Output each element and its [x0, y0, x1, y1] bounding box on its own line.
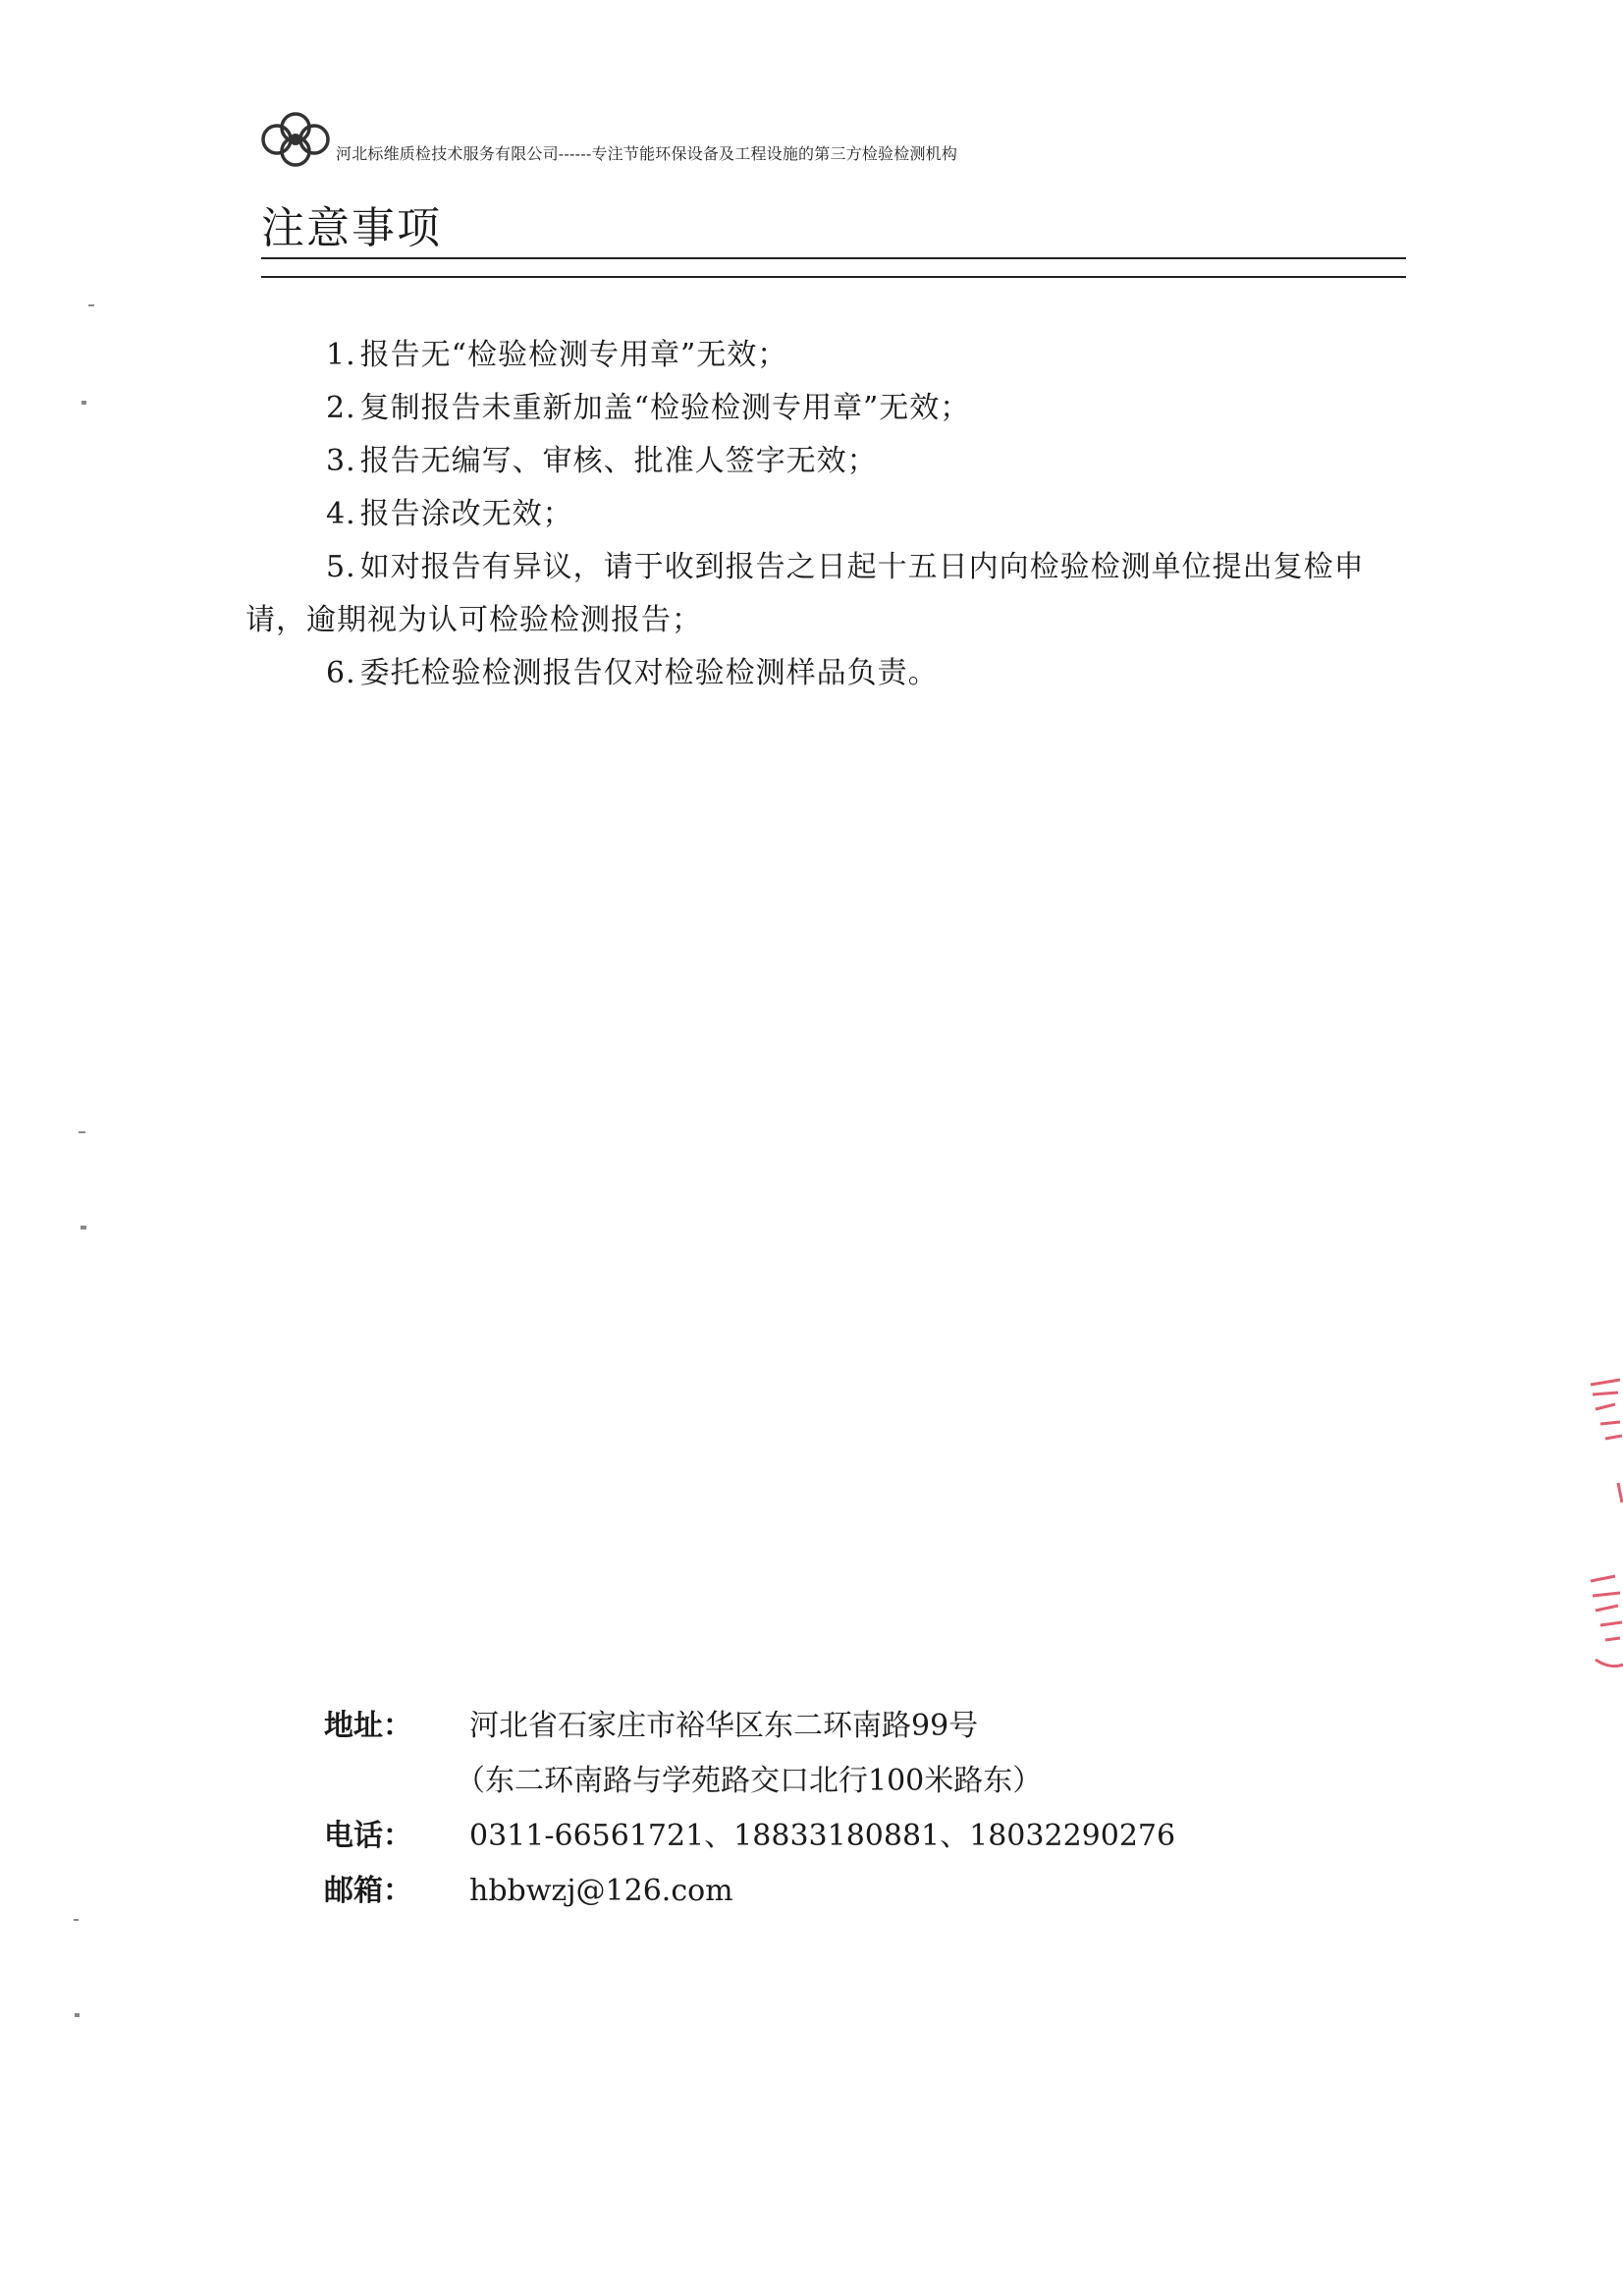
note-number: 3. [326, 444, 356, 478]
note-text: 报告无“检验检测专用章”无效； [359, 338, 788, 372]
phone-row [324, 1809, 1175, 1864]
address-row [324, 1699, 1175, 1754]
header-rule [261, 276, 1406, 278]
partial-seal-stamp-icon [1571, 1365, 1623, 1689]
note-number: 6. [326, 656, 356, 690]
email-row [324, 1864, 1175, 1919]
note-item [245, 435, 1414, 488]
email-label-suffix: 箱： [353, 1874, 412, 1908]
note-text: 如对报告有异议，请于收到报告之日起十五日内向检验检测单位提出复检申请，逾期视为认可检验检测报告； [245, 550, 1365, 637]
scan-speck [81, 1226, 86, 1230]
scan-speck [88, 304, 94, 306]
scan-speck [75, 2013, 80, 2017]
note-item [245, 647, 1414, 700]
phone-label-suffix: 话： [353, 1819, 412, 1853]
note-item [245, 488, 1414, 541]
scan-speck [79, 1131, 85, 1133]
address-label-suffix: 址： [353, 1709, 412, 1743]
address-label: 地 [324, 1709, 353, 1743]
note-text: 委托检验检测报告仅对检验检测样品负责。 [359, 656, 939, 690]
phone-label: 电 [324, 1819, 353, 1853]
document-header [257, 110, 957, 169]
address-note: （东二环南路与学苑路交口北行100米路东） [456, 1764, 1043, 1798]
note-text: 复制报告未重新加盖“检验检测专用章”无效； [359, 391, 971, 425]
company-logo-icon [257, 110, 334, 169]
notes-list [245, 329, 1414, 700]
contact-block [324, 1699, 1175, 1919]
note-number: 5. [326, 550, 356, 584]
note-number: 2. [326, 391, 356, 425]
address-value: 河北省石家庄市裕华区东二环南路99号 [469, 1709, 979, 1743]
company-tagline: 河北标维质检技术服务有限公司------专注节能环保设备及工程设施的第三方检验检测机构 [336, 144, 958, 163]
note-number: 4. [326, 497, 356, 531]
email-label: 邮 [324, 1874, 353, 1908]
note-number: 1. [326, 338, 356, 372]
address-note-row [324, 1754, 1175, 1809]
note-item [245, 329, 1414, 382]
note-item [245, 382, 1414, 435]
scan-speck [74, 1919, 79, 1921]
scan-speck [81, 401, 86, 405]
note-text: 报告涂改无效； [359, 497, 573, 531]
email-value: hbbwzj@126.com [469, 1874, 733, 1908]
note-item [245, 541, 1414, 647]
page-title: 注意事项 [261, 203, 442, 253]
phone-value: 0311-66561721、18833180881、18032290276 [469, 1819, 1176, 1853]
note-text: 报告无编写、审核、批准人签字无效； [359, 444, 878, 478]
title-underline [261, 257, 1406, 259]
